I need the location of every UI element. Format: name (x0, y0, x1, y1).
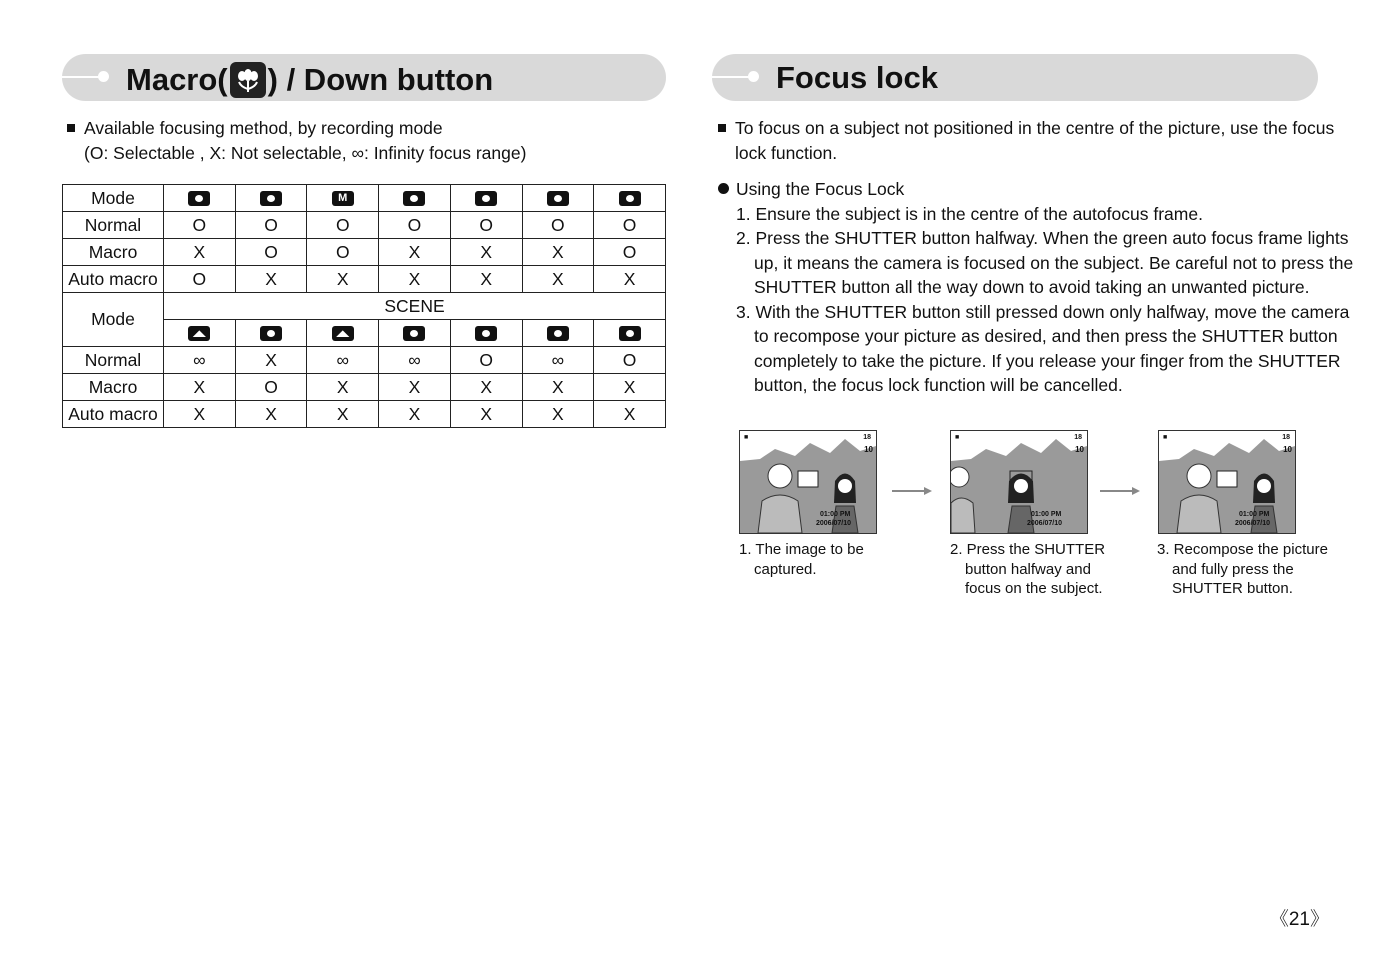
table-cell: ∞ (379, 347, 451, 374)
table-cell: O (379, 212, 451, 239)
table-cell: O (235, 239, 307, 266)
table-row (63, 401, 666, 428)
mode-icon-cell (235, 320, 307, 347)
osd-date: 2006/07/10 (1027, 520, 1063, 527)
table-row (63, 212, 666, 239)
mode-icon-cell (522, 185, 594, 212)
step-3-line-1: 3. With the SHUTTER button still pressed down only halfway, move the camera (736, 301, 1350, 322)
manual-icon: M (332, 191, 354, 206)
table-cell: O (594, 212, 666, 239)
mode-icon-cell (379, 320, 451, 347)
table-cell: O (307, 239, 379, 266)
title-part-1: Macro( (126, 61, 228, 97)
shot-count: 18 (1282, 434, 1290, 441)
table-cell: X (307, 401, 379, 428)
square-bullet-icon (718, 124, 726, 132)
table-cell: X (450, 239, 522, 266)
table-cell: X (594, 266, 666, 293)
caption-line: 1. The image to be (739, 541, 864, 558)
table-cell: X (379, 401, 451, 428)
scene-illustration (1159, 431, 1295, 533)
arrow-right-icon (892, 486, 932, 496)
table-cell: O (450, 212, 522, 239)
mode-icon-cell (450, 320, 522, 347)
step-2-line-1: 2. Press the SHUTTER button halfway. When the green auto focus frame lights (736, 228, 1349, 248)
step-1: 1. Ensure the subject is in the centre of the autofocus frame. (736, 203, 1203, 224)
osd-time: 01:00 PM (1031, 511, 1062, 518)
table-cell: O (450, 347, 522, 374)
header-line-decoration (712, 76, 752, 78)
row-label: Macro (63, 374, 164, 401)
table-cell: O (235, 374, 307, 401)
step-2-line-2: up, it means the camera is focused on the subject. Be careful not to press the (754, 252, 1354, 273)
dawn-icon (475, 326, 497, 341)
table-cell: X (594, 374, 666, 401)
table-cell: X (450, 266, 522, 293)
osd-date: 2006/07/10 (816, 520, 852, 527)
scene-illustration (951, 431, 1087, 533)
resolution-indicator: 10 (1283, 445, 1292, 454)
table-cell: ∞ (522, 347, 594, 374)
table-cell: X (235, 401, 307, 428)
table-cell: X (235, 347, 307, 374)
table-cell: X (450, 374, 522, 401)
macro-flower-icon (230, 62, 266, 98)
mode-icon-cell (450, 185, 522, 212)
table-cell: X (164, 374, 236, 401)
table-cell: O (594, 347, 666, 374)
caption-line: captured. (754, 560, 817, 578)
mode-icon-cell (379, 185, 451, 212)
macro-intro (67, 116, 526, 165)
caption-2 (950, 540, 1105, 599)
mode-icon-cell (164, 320, 236, 347)
macro-title (126, 60, 493, 98)
table-cell: ∞ (307, 347, 379, 374)
row-label: Auto macro (63, 401, 164, 428)
osd-time: 01:00 PM (820, 511, 851, 518)
portrait-icon (547, 191, 569, 206)
focus-method-table (62, 184, 666, 428)
ds-icon (475, 191, 497, 206)
row-label: Macro (63, 239, 164, 266)
page-number: 《21》 (1269, 909, 1329, 930)
shot-count: 18 (1074, 434, 1082, 441)
caption-line: SHUTTER button. (1172, 580, 1293, 597)
table-row (63, 347, 666, 374)
table-cell: X (307, 266, 379, 293)
table-cell: X (164, 239, 236, 266)
caption-3 (1157, 540, 1328, 599)
camera-mode-icon: ■ (744, 434, 749, 441)
focus-lock-title: Focus lock (776, 60, 938, 95)
row-label: Normal (63, 347, 164, 374)
table-cell: X (379, 266, 451, 293)
mode-header: Mode (63, 293, 164, 347)
intro-line-2: (O: Selectable , X: Not selectable, ∞: Infinity focus range) (84, 142, 527, 163)
focus-lock-steps (718, 177, 1353, 398)
camera-mode-icon: ■ (955, 434, 960, 441)
caption-line: focus on the subject. (965, 580, 1103, 597)
table-cell: ∞ (164, 347, 236, 374)
focus-lock-illustrations (712, 430, 1328, 610)
row-label: Auto macro (63, 266, 164, 293)
mode-icon-cell (594, 185, 666, 212)
intro-line-1: To focus on a subject not positioned in the centre of the picture, use the focus (735, 118, 1335, 138)
table-row (63, 374, 666, 401)
camera-mode-icon: ■ (1163, 434, 1168, 441)
mode-icon-cell (307, 320, 379, 347)
close-up-icon (260, 326, 282, 341)
beach-snow-icon (619, 326, 641, 341)
caption-1 (739, 540, 864, 579)
table-cell: X (594, 401, 666, 428)
mode-header: Mode (63, 185, 164, 212)
row-label: Normal (63, 212, 164, 239)
header-dot-decoration (748, 71, 759, 82)
title-part-2: ) / Down button (267, 61, 494, 97)
table-row (63, 239, 666, 266)
lcd-screen-2 (950, 430, 1088, 534)
caption-line: 3. Recompose the picture (1157, 541, 1328, 558)
table-cell: X (164, 401, 236, 428)
caption-line: button halfway and (965, 560, 1091, 578)
table-cell: O (594, 239, 666, 266)
scene-header: SCENE (164, 293, 666, 320)
table-row (63, 266, 666, 293)
square-bullet-icon (67, 124, 75, 132)
scene-illustration (740, 431, 876, 533)
table-cell: O (307, 212, 379, 239)
camera-auto-icon (188, 191, 210, 206)
intro-line-2: lock function. (735, 142, 838, 163)
sunset-icon (403, 326, 425, 341)
arrow-right-icon (1100, 486, 1140, 496)
movie-icon (619, 191, 641, 206)
step-2-line-3: SHUTTER button all the way down to avoid taking an unwanted picture. (754, 277, 1310, 297)
table-cell: O (164, 212, 236, 239)
landscape-icon (188, 326, 210, 341)
mode-icon-cell (594, 320, 666, 347)
table-cell: O (522, 212, 594, 239)
table-cell: X (522, 374, 594, 401)
lcd-screen-1 (739, 430, 877, 534)
table-cell: X (307, 374, 379, 401)
focus-lock-header (712, 54, 1318, 101)
using-heading: Using the Focus Lock (736, 179, 905, 199)
table-header-row (63, 185, 666, 212)
resolution-indicator: 10 (864, 445, 873, 454)
text-icon (332, 326, 354, 341)
mode-icon-cell (235, 185, 307, 212)
focus-lock-intro (718, 116, 1334, 165)
caption-line: 2. Press the SHUTTER (950, 541, 1106, 558)
header-line-decoration (62, 76, 102, 78)
scene-header-row (63, 293, 666, 320)
table-cell: X (522, 401, 594, 428)
night-icon (403, 191, 425, 206)
table-cell: O (235, 212, 307, 239)
mode-icon-cell (307, 185, 379, 212)
header-dot-decoration (98, 71, 109, 82)
resolution-indicator: 10 (1075, 445, 1084, 454)
table-cell: X (379, 239, 451, 266)
table-cell: X (379, 374, 451, 401)
backlight-icon (547, 326, 569, 341)
lcd-screen-3 (1158, 430, 1296, 534)
step-3-line-3: completely to take the picture. If you release your finger from the SHUTTER (754, 350, 1341, 371)
table-cell: X (522, 239, 594, 266)
osd-date: 2006/07/10 (1235, 520, 1271, 527)
mode-icon-cell (522, 320, 594, 347)
step-3-line-4: button, the focus lock function will be cancelled. (754, 375, 1123, 395)
table-cell: O (164, 266, 236, 293)
intro-line-1: Available focusing method, by recording mode (84, 118, 443, 138)
program-icon (260, 191, 282, 206)
macro-header (62, 54, 666, 101)
shot-count: 18 (863, 434, 871, 441)
step-3-line-2: to recompose your picture as desired, and then press the SHUTTER button (754, 326, 1338, 346)
table-cell: X (522, 266, 594, 293)
mode-icon-cell (164, 185, 236, 212)
osd-time: 01:00 PM (1239, 511, 1270, 518)
table-cell: X (235, 266, 307, 293)
circle-bullet-icon (718, 183, 729, 194)
table-cell: X (450, 401, 522, 428)
caption-line: and fully press the (1172, 560, 1294, 578)
